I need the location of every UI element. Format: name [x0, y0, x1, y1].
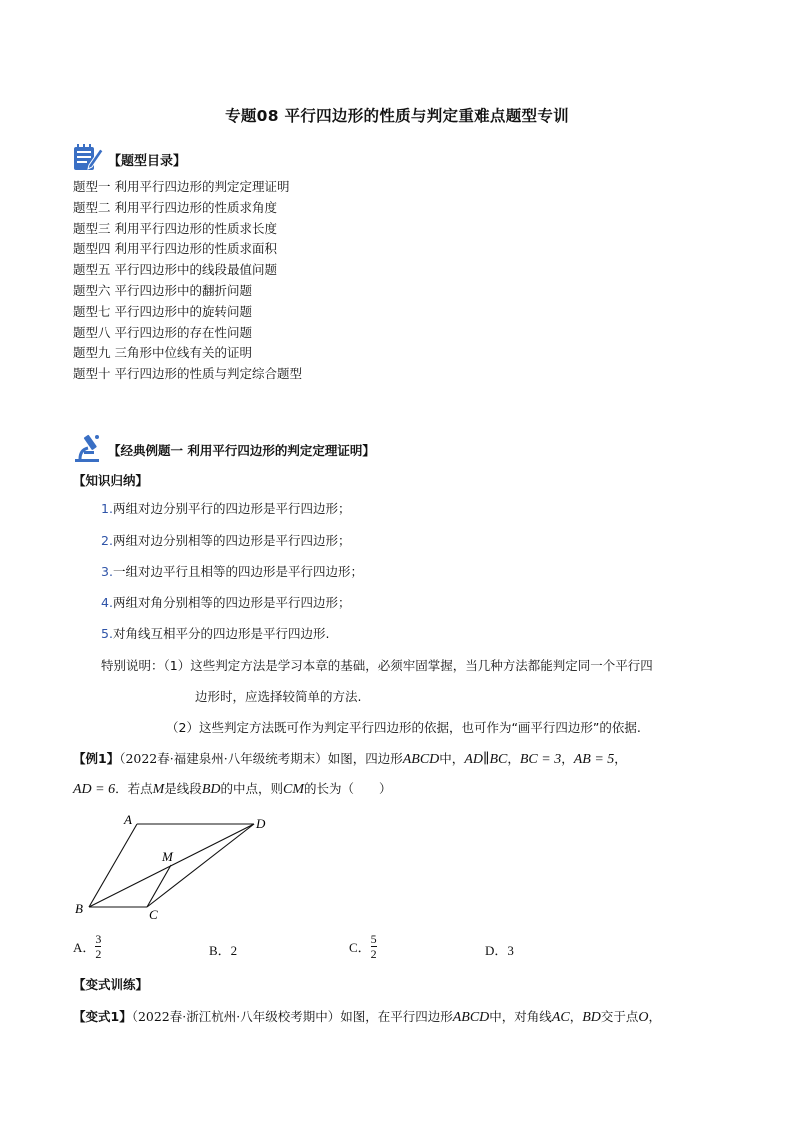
- vertex-c-label: C: [149, 907, 158, 922]
- text: ，: [507, 751, 520, 766]
- text: 的长为（ ）: [304, 781, 392, 796]
- page-title: 专题08 平行四边形的性质与判定重难点题型专训: [225, 107, 569, 125]
- option-label: C．: [349, 940, 371, 955]
- text: 如图，在平行四边形: [340, 1009, 453, 1024]
- toc-item: 题型二 利用平行四边形的性质求角度: [73, 199, 277, 215]
- quadrilateral-figure: [70, 810, 280, 922]
- variant-tag: 【变式1】: [73, 1009, 132, 1024]
- note-line-1: （1）这些判定方法是学习本章的基础，必须牢固掌握，当几种方法都能判定同一个平行四: [163, 658, 653, 673]
- option-b: B．2: [209, 943, 238, 958]
- math: M: [152, 782, 165, 797]
- toc-item: 题型一 利用平行四边形的判定定理证明: [73, 179, 290, 194]
- item-number: 5.: [101, 626, 113, 641]
- knowledge-item: [101, 593, 350, 611]
- option-label: A．: [73, 940, 96, 955]
- text: ．若点: [115, 781, 153, 796]
- option-d: D．3: [485, 943, 514, 958]
- toc-header: 【题型目录】: [108, 154, 187, 169]
- knowledge-item: [101, 499, 350, 517]
- fraction: [371, 932, 377, 961]
- math: CM: [283, 782, 304, 797]
- math: ABCD: [402, 752, 440, 767]
- segment-cd: [147, 824, 254, 907]
- item-text: 两组对边分别相等的四边形是平行四边形；: [112, 533, 351, 548]
- note-line-2: （2）这些判定方法既可作为判定平行四边形的依据，也可作为“画平行四边形”的依据.: [166, 720, 641, 735]
- notepad-pencil-icon: [72, 143, 104, 173]
- knowledge-item: [101, 562, 363, 580]
- example-1-line-1: [73, 749, 627, 768]
- fraction: [95, 932, 101, 961]
- variant-source: （2022春·浙江杭州·八年级校考期中）: [131, 1009, 341, 1024]
- vertex-d-label: D: [256, 816, 266, 831]
- note-label: 特别说明：: [101, 658, 164, 673]
- math: AD = 6: [73, 782, 116, 797]
- math: BD: [582, 1010, 601, 1025]
- variant-header: 【变式训练】: [73, 977, 149, 992]
- toc-item: 题型八 平行四边形的存在性问题: [73, 324, 252, 340]
- example-1-line-2: [73, 779, 392, 798]
- denominator: 2: [370, 947, 377, 961]
- text: 中，对角线: [489, 1009, 552, 1024]
- example-tag: 【例1】: [73, 751, 120, 766]
- math: ABCD: [452, 1010, 490, 1025]
- math: O: [638, 1010, 649, 1025]
- text: 的中点，则: [220, 781, 283, 796]
- math: AB = 5: [573, 752, 615, 767]
- item-number: 2.: [101, 533, 113, 548]
- text: ，: [648, 1009, 662, 1024]
- toc-item: 题型三 利用平行四边形的性质求长度: [73, 220, 277, 236]
- item-text: 两组对角分别相等的四边形是平行四边形；: [112, 595, 351, 610]
- toc-item: 题型九 三角形中位线有关的证明: [73, 345, 252, 361]
- item-number: 3.: [101, 564, 113, 579]
- toc-item: 题型十 平行四边形的性质与判定综合题型: [73, 366, 302, 382]
- toc-item: 题型四 利用平行四边形的性质求面积: [73, 241, 277, 257]
- option-c: [349, 932, 377, 961]
- toc-item: 题型七 平行四边形中的旋转问题: [73, 303, 252, 319]
- toc-item: 题型六 平行四边形中的翻折问题: [73, 282, 252, 298]
- knowledge-header: 【知识归纳】: [73, 473, 149, 488]
- text: 交于点: [600, 1009, 639, 1024]
- section-header: 【经典例题一 利用平行四边形的判定定理证明】: [108, 443, 375, 458]
- math: BD: [201, 782, 221, 797]
- note-line-1b: 边形时，应选择较简单的方法.: [195, 689, 362, 704]
- text: ，: [569, 1009, 583, 1024]
- math: AD∥BC: [464, 752, 508, 767]
- text: ，: [561, 751, 574, 766]
- option-a: [73, 932, 101, 961]
- special-note: [101, 656, 653, 674]
- math: BC = 3: [519, 752, 562, 767]
- vertex-a-label: A: [124, 812, 132, 827]
- item-text: 两组对边分别平行的四边形是平行四边形；: [112, 501, 351, 516]
- example-source: （2022春·福建泉州·八年级统考期末）: [119, 751, 328, 766]
- item-text: 对角线互相平分的四边形是平行四边形.: [112, 626, 330, 641]
- vertex-b-label: B: [75, 901, 83, 916]
- knowledge-item: [101, 531, 350, 549]
- text: 是线段: [164, 781, 202, 796]
- toc-list: [73, 177, 302, 385]
- text: ，: [614, 751, 627, 766]
- text: 如图，四边形: [327, 751, 403, 766]
- numerator: 5: [370, 932, 377, 946]
- item-number: 1.: [101, 501, 113, 516]
- item-number: 4.: [101, 595, 113, 610]
- item-text: 一组对边平行且相等的四边形是平行四边形；: [112, 564, 363, 579]
- variant-1-line-1: [73, 1007, 661, 1026]
- math: AC: [551, 1010, 570, 1025]
- segment-bd: [89, 824, 254, 907]
- text: 中，: [439, 751, 465, 766]
- knowledge-item: [101, 624, 329, 642]
- toc-item: 题型五 平行四边形中的线段最值问题: [73, 262, 277, 278]
- microscope-icon: [72, 432, 104, 464]
- denominator: 2: [95, 947, 102, 961]
- numerator: 3: [95, 932, 102, 946]
- point-m-label: M: [162, 849, 173, 864]
